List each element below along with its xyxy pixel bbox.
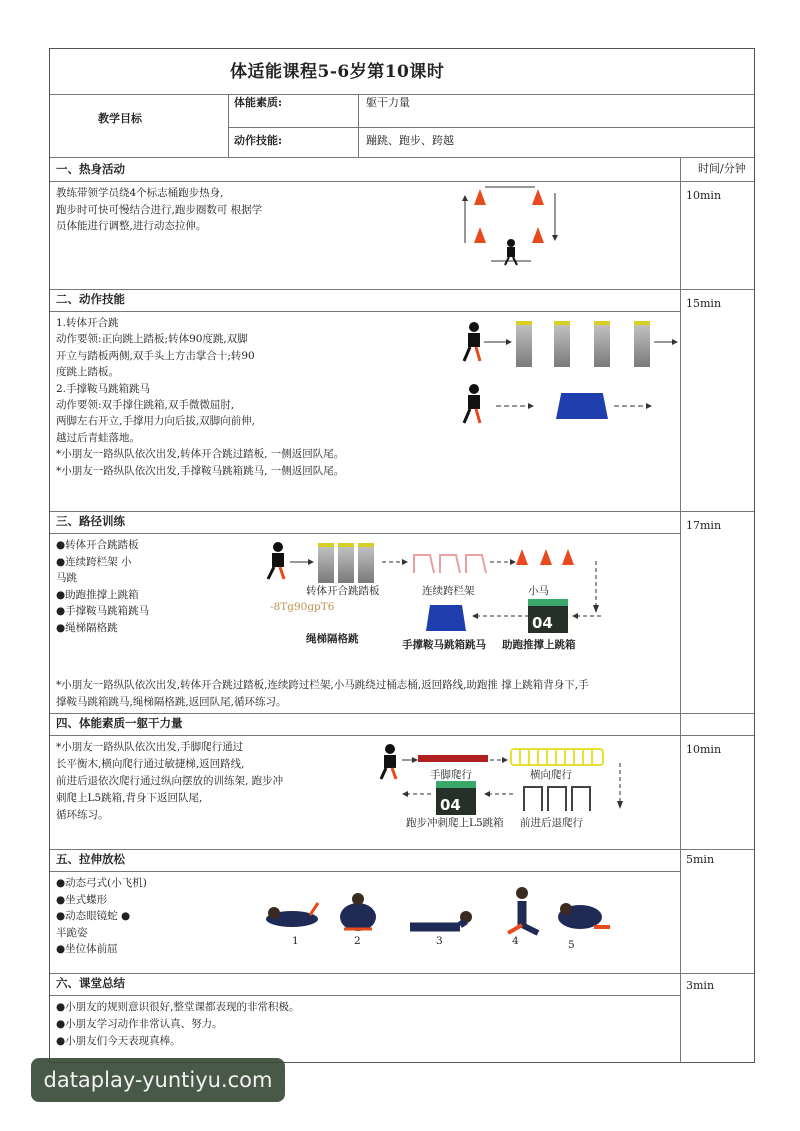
- divider: [50, 157, 754, 158]
- label-vault: 手撑鞍马跳箱跳马: [402, 639, 486, 651]
- arrow-icon: [490, 557, 518, 567]
- vaulting-horse-icon: [556, 393, 608, 419]
- section-time-path: 17min: [686, 519, 722, 532]
- child-running-icon: [460, 321, 484, 365]
- stretch-poses-icon: [260, 881, 610, 947]
- step-board-icon: [594, 321, 610, 367]
- lesson-plan-table: [49, 48, 755, 1063]
- label-backward: 前进后退爬行: [520, 817, 583, 829]
- jump-box-icon: 04: [528, 599, 568, 633]
- section-title-skills: 二、动作技能: [56, 292, 125, 306]
- label-side: 横向爬行: [530, 769, 572, 781]
- cone-icon: [562, 549, 574, 565]
- step-board-icon: [318, 543, 334, 583]
- pose-number: 2: [354, 935, 361, 947]
- watermark: dataplay-yuntiyu.com: [31, 1058, 285, 1102]
- section-title-core: 四、体能素质一躯干力量: [56, 716, 183, 730]
- section-time-warmup: 10min: [686, 189, 722, 202]
- arrow-icon: [490, 755, 510, 765]
- pose-number: 3: [436, 935, 443, 947]
- code-text: -8Tg90gpT6: [270, 601, 335, 613]
- label-push: 助跑推撑上跳箱: [502, 639, 576, 651]
- arrow-icon: [482, 789, 518, 799]
- agility-ladder-icon: [510, 747, 604, 767]
- objective-value-1: 躯干力量: [366, 96, 410, 109]
- arrow-icon: [654, 337, 680, 347]
- child-running-icon: [378, 743, 400, 783]
- time-header: 时间/分钟: [698, 162, 746, 175]
- divider: [50, 973, 754, 974]
- divider: [50, 311, 680, 312]
- divider: [50, 289, 754, 290]
- pose-number: 1: [292, 935, 299, 947]
- child-running-icon: [460, 383, 484, 427]
- section-title-warmup: 一、热身活动: [56, 162, 125, 176]
- section-title-stretch: 五、拉伸放松: [56, 852, 125, 866]
- divider: [50, 849, 754, 850]
- label-ladder: 绳梯隔格跳: [306, 633, 359, 645]
- arrow-icon: [570, 611, 604, 621]
- divider: [50, 181, 754, 182]
- section-time-stretch: 5min: [686, 853, 715, 866]
- divider: [50, 511, 754, 512]
- label-pony: 小马: [528, 585, 549, 597]
- step-board-icon: [338, 543, 354, 583]
- vaulting-horse-icon: [426, 605, 466, 631]
- section-time-core: 10min: [686, 743, 722, 756]
- label-boards: 转体开合跳踏板: [306, 585, 380, 597]
- stretch-bullets: ●动态弓式(小飞机) ●坐式蝶形 ●动态眼镜蛇 ● 半跪姿 ●坐位体前屈: [56, 877, 147, 955]
- return-arrow-icon: [586, 559, 606, 615]
- objective-name-2: 动作技能:: [234, 134, 283, 147]
- label-hurdles: 连续跨栏架: [422, 585, 475, 597]
- section-time-summary: 3min: [686, 979, 715, 992]
- section-title-summary: 六、课堂总结: [56, 976, 125, 990]
- arrow-icon: [496, 401, 536, 411]
- divider: [50, 995, 680, 996]
- hurdle-icon: [410, 549, 496, 577]
- pose-number: 4: [512, 935, 519, 947]
- objective-value-2: 蹦跳、跑步、跨越: [366, 134, 454, 147]
- divider: [50, 871, 680, 872]
- objective-name-1: 体能素质:: [234, 96, 283, 109]
- divider: [228, 94, 229, 157]
- divider: [358, 94, 359, 157]
- step-board-icon: [634, 321, 650, 367]
- section-title-path: 三、路径训练: [56, 514, 125, 528]
- path-note: *小朋友一路纵队依次出发,转体开合跳过踏板,连续跨过栏架,小马跳绕过桶志桶,返回路线,助跑推 撑上跳箱背身下,手 撑鞍马跳箱跳马,绳梯隔格跳,返回队尾,循环练习。: [56, 679, 589, 708]
- divider: [228, 127, 754, 128]
- label-sprint: 跑步冲刺爬上L5跳箱: [406, 817, 504, 829]
- cone-icon: [516, 549, 528, 565]
- page-title: 体适能课程5-6岁第10课时: [230, 62, 445, 82]
- divider: [50, 533, 680, 534]
- step-board-icon: [554, 321, 570, 367]
- cone-icon: [540, 549, 552, 565]
- arrow-icon: [470, 611, 530, 621]
- return-arrow-icon: [612, 761, 628, 811]
- objectives-label: 教学目标: [98, 112, 142, 125]
- label-crawl: 手脚爬行: [430, 769, 472, 781]
- arrow-icon: [400, 789, 436, 799]
- warmup-text: 教练带领学员绕4个标志桶跑步热身, 跑步时可快可慢结合进行,跑步圈数可 根据学 员体能进行调整,进行动态拉伸。: [56, 187, 263, 232]
- arrow-icon: [614, 401, 654, 411]
- arrow-icon: [484, 337, 514, 347]
- arrow-icon: [382, 557, 410, 567]
- child-running-icon: [264, 541, 288, 583]
- section-time-skills: 15min: [686, 297, 722, 310]
- training-frame-icon: [520, 783, 600, 813]
- balance-beam-icon: [418, 755, 488, 762]
- step-board-icon: [358, 543, 374, 583]
- pose-number: 5: [568, 939, 575, 951]
- divider: [50, 713, 754, 714]
- summary-bullets: ●小朋友的规则意识很好,整堂课都表现的非常积极。 ●小朋友学习动作非常认真、努力。 ●小朋友们今天表现真棒。: [56, 1001, 300, 1047]
- skills-text: 1.转体开合跳 动作要领:正向跳上踏板;转体90度跳,双脚 开立与踏板两侧,双手头上方击掌合十;转90 度跳上踏板。 2.手撑鞍马跳箱跳马 动作要领:双手撑住跳箱,双手微微屈肘, 两脚左右开立,手撑用力向后拔,双脚向前伸, 越过后青蛙落地。 *小朋友一路纵队依次出发,转体开合跳过踏板, 一侧返回队尾。 *小朋友一路纵队依次出发,手撑鞍马跳箱跳马, 一侧返回队尾。: [56, 317, 345, 477]
- step-board-icon: [516, 321, 532, 367]
- arrow-icon: [290, 557, 316, 567]
- core-text: *小朋友一路纵队依次出发,手脚爬行通过 长平衡木,横向爬行通过敏捷梯,返回路线, 前进后退依次爬行通过纵向摆放的训练架, 跑步冲 刺爬上L5跳箱,背身下返回队尾, 循环练习。: [56, 741, 284, 821]
- jump-box-icon: 04: [436, 781, 476, 815]
- path-bullets: ●转体开合跳踏板 ●连续跨栏架 小 马跳 ●助跑推撑上跳箱 ●手撑鞍马跳箱跳马 ●绳梯隔格跳: [56, 539, 150, 634]
- time-column-divider: [680, 157, 681, 1063]
- divider: [50, 735, 754, 736]
- running-route-icon: [455, 183, 565, 267]
